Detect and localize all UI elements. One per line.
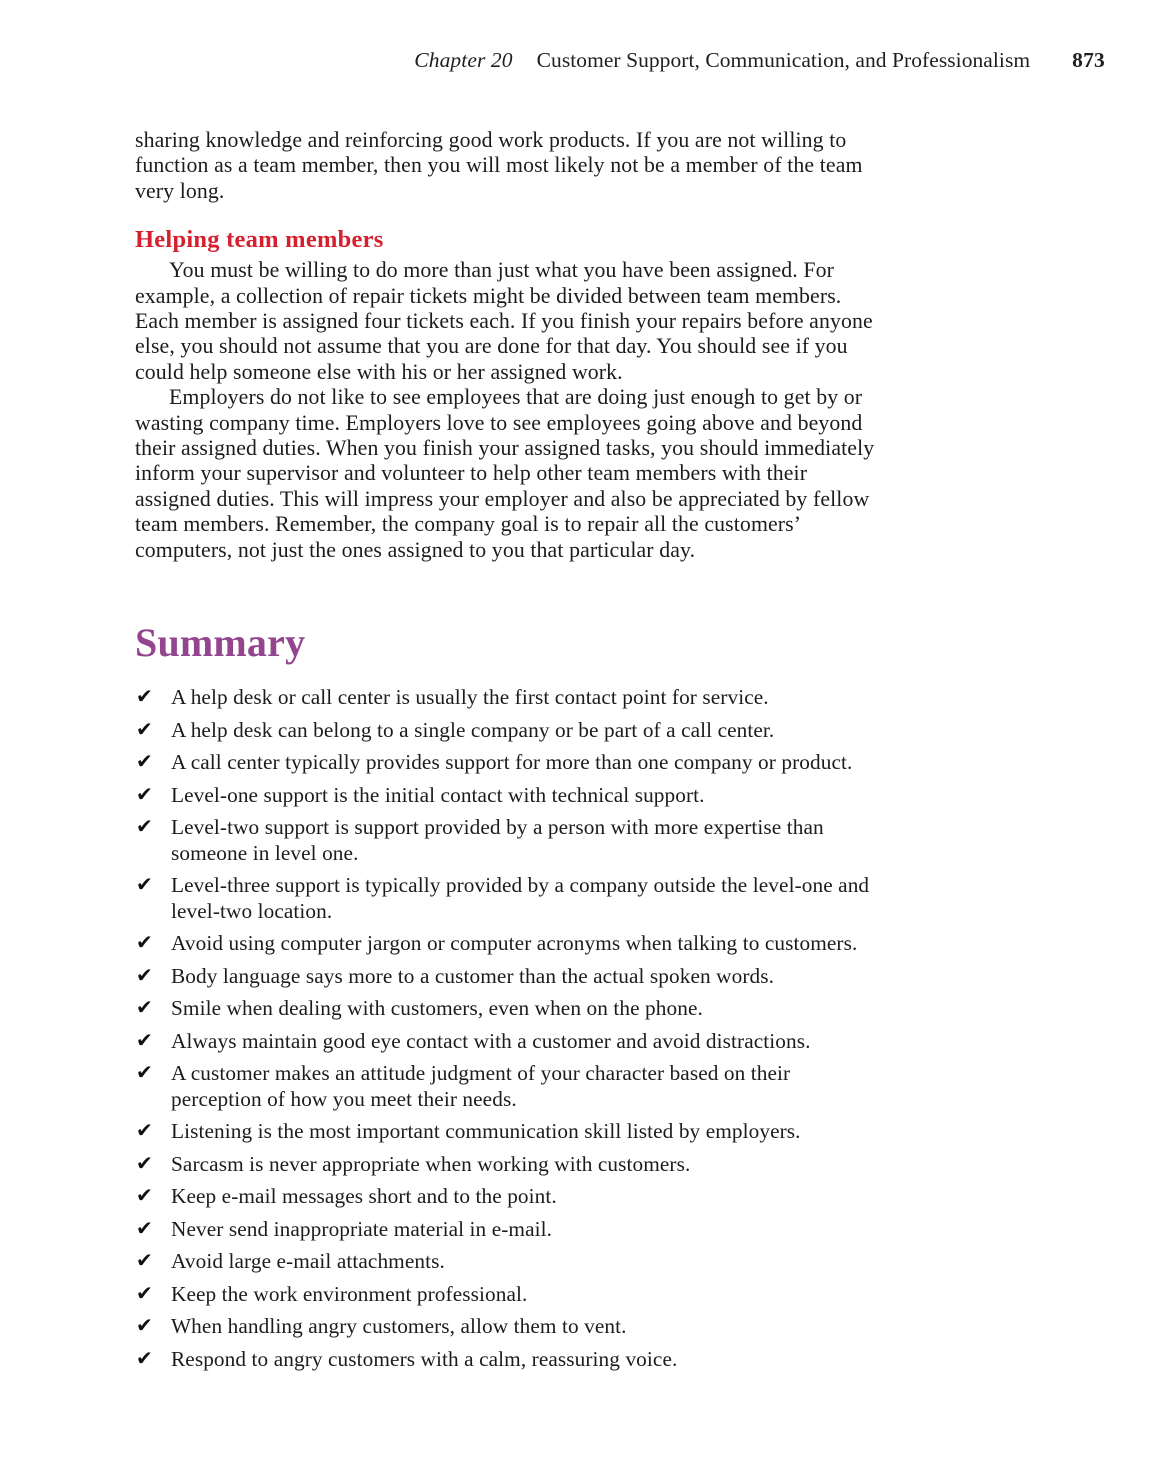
summary-list-item-text: Sarcasm is never appropriate when working with customers. — [171, 1151, 691, 1176]
checkmark-icon: ✔ — [136, 962, 153, 987]
running-head — [135, 48, 1105, 78]
summary-list-item-text: Listening is the most important communication skill listed by employers. — [171, 1119, 801, 1144]
summary-list-item — [135, 1347, 883, 1373]
summary-list-item-text: Smile when dealing with customers, even when on the phone. — [171, 996, 703, 1021]
summary-list-item-text: A call center typically provides support for more than one company or product. — [171, 750, 853, 775]
checkmark-icon: ✔ — [136, 749, 153, 774]
checkmark-icon: ✔ — [136, 930, 153, 955]
text-column — [135, 128, 883, 1379]
summary-list-item — [135, 964, 883, 990]
summary-list-item-text: A help desk can belong to a single company or be part of a call center. — [171, 717, 775, 742]
summary-list-item — [135, 873, 883, 924]
summary-list — [135, 685, 883, 1372]
checkmark-icon: ✔ — [136, 1345, 153, 1370]
summary-list-item — [135, 1061, 883, 1112]
checkmark-icon: ✔ — [136, 1280, 153, 1305]
summary-list-item-text: Body language says more to a customer than the actual spoken words. — [171, 963, 775, 988]
checkmark-icon: ✔ — [136, 995, 153, 1020]
summary-list-item — [135, 1282, 883, 1308]
summary-list-item — [135, 1314, 883, 1340]
section-title-summary: Summary — [135, 620, 306, 666]
checkmark-icon: ✔ — [136, 1248, 153, 1273]
summary-list-item — [135, 718, 883, 744]
checkmark-icon: ✔ — [136, 1183, 153, 1208]
summary-list-item — [135, 1152, 883, 1178]
summary-list-item-text: Level-two support is support provided by a person with more expertise than someone in level one. — [171, 815, 824, 865]
checkmark-icon: ✔ — [136, 1313, 153, 1338]
summary-list-item-text: A customer makes an attitude judgment of your character based on their perception of how you meet their needs. — [171, 1061, 791, 1111]
summary-list-item-text: Keep the work environment professional. — [171, 1281, 528, 1306]
summary-list-item-text: Level-one support is the initial contact with technical support. — [171, 782, 705, 807]
checkmark-icon: ✔ — [136, 1215, 153, 1240]
summary-list-item — [135, 685, 883, 711]
checkmark-icon: ✔ — [136, 1118, 153, 1143]
summary-list-item-text: Avoid using computer jargon or computer acronyms when talking to customers. — [171, 931, 858, 956]
subheading-helping-team-members: Helping team members — [135, 226, 384, 254]
running-head-title: Customer Support, Communication, and Professionalism — [536, 48, 1031, 72]
summary-list-item-text: Avoid large e-mail attachments. — [171, 1249, 445, 1274]
summary-list-item-text: Never send inappropriate material in e-mail. — [171, 1216, 553, 1241]
summary-list-item — [135, 1217, 883, 1243]
summary-list-item — [135, 1029, 883, 1055]
summary-list-item — [135, 815, 883, 866]
checkmark-icon: ✔ — [136, 1027, 153, 1052]
summary-list-item — [135, 1119, 883, 1145]
summary-list-item-text: A help desk or call center is usually the first contact point for service. — [171, 685, 769, 710]
checkmark-icon: ✔ — [136, 1150, 153, 1175]
checkmark-icon: ✔ — [136, 716, 153, 741]
page-number: 873 — [1072, 48, 1105, 72]
summary-list-item — [135, 1184, 883, 1210]
paragraph-continued: sharing knowledge and reinforcing good work products. If you are not willing to function as a team member, then you will most likely not be a member of the team very long. — [135, 128, 863, 203]
summary-section — [135, 621, 883, 1372]
running-head-chapter-label: Chapter 20 — [414, 48, 513, 72]
checkmark-icon: ✔ — [136, 814, 153, 839]
summary-list-item — [135, 931, 883, 957]
summary-list-item-text: Always maintain good eye contact with a customer and avoid distractions. — [171, 1028, 811, 1053]
checkmark-icon: ✔ — [136, 781, 153, 806]
summary-list-item — [135, 1249, 883, 1275]
summary-list-item — [135, 783, 883, 809]
summary-list-item-text: Level-three support is typically provided by a company outside the level-one and level-two location. — [171, 873, 870, 923]
checkmark-icon: ✔ — [136, 872, 153, 897]
summary-list-item-text: Respond to angry customers with a calm, reassuring voice. — [171, 1346, 678, 1371]
summary-list-item — [135, 996, 883, 1022]
summary-list-item — [135, 750, 883, 776]
checkmark-icon: ✔ — [136, 1060, 153, 1085]
summary-list-item-text: When handling angry customers, allow them to vent. — [171, 1314, 627, 1339]
paragraph-1: You must be willing to do more than just what you have been assigned. For example, a collection of repair tickets might be divided between team members. Each member is assigned four tickets each. If you finish your repairs before anyone else, you should not assume that you are done for that day. You should see if you could help someone else with his or her assigned work. — [135, 258, 873, 384]
summary-list-item-text: Keep e-mail messages short and to the point. — [171, 1184, 557, 1209]
paragraph-2: Employers do not like to see employees that are doing just enough to get by or wasting company time. Employers love to see employees going above and beyond their assigned duties. When you finish your assigned tasks, you should immediately inform your supervisor and volunteer to help other team members with their assigned duties. This will impress your employer and also be appreciated by fellow team members. Remember, the company goal is to repair all the customers’ computers, not just the ones assigned to you that particular day. — [135, 385, 875, 562]
checkmark-icon: ✔ — [136, 684, 153, 709]
